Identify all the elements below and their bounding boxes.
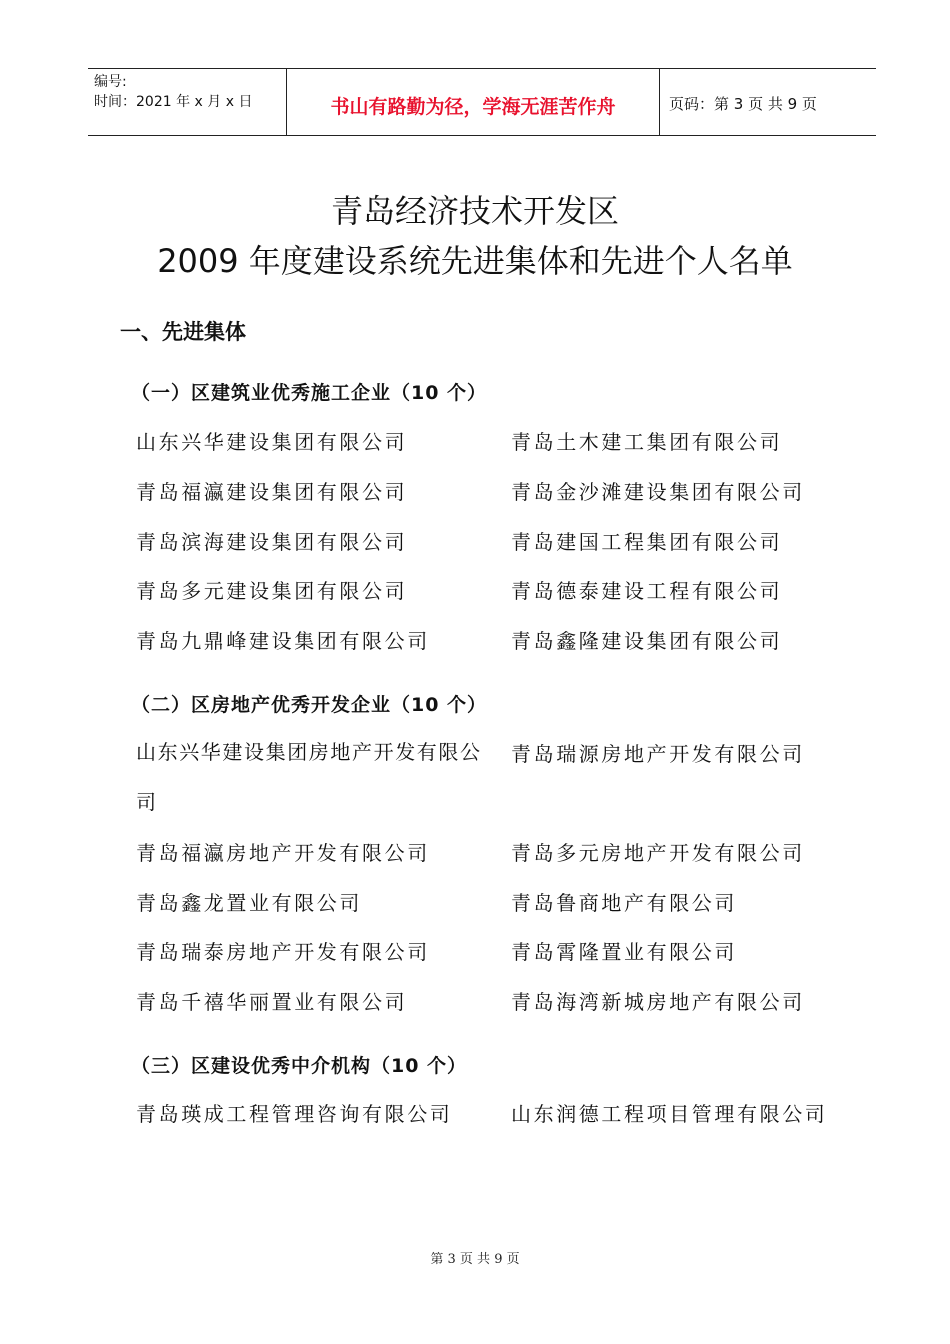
group-heading-real-estate: （二）区房地产优秀开发企业（10 个） (131, 694, 488, 716)
list-item: 青岛霄隆置业有限公司 (511, 940, 737, 964)
list-item: 青岛鲁商地产有限公司 (511, 891, 737, 915)
list-item: 青岛九鼎峰建设集团有限公司 (136, 629, 430, 653)
list-item: 山东兴华建设集团房地产开发有限公司 (136, 740, 482, 814)
header-page-label: 页码：第 3 页 共 9 页 (669, 95, 817, 113)
list-item: 青岛鑫隆建设集团有限公司 (511, 629, 783, 653)
document-header (88, 68, 876, 136)
page-footer: 第 3 页 共 9 页 (430, 1252, 520, 1267)
list-item: 青岛建国工程集团有限公司 (511, 530, 783, 554)
list-item: 山东兴华建设集团有限公司 (136, 430, 408, 454)
list-item: 青岛福瀛建设集团有限公司 (136, 480, 408, 504)
time-label: 时间：2021 年 x 月 x 日 (94, 94, 253, 110)
list-item: 青岛鑫龙置业有限公司 (136, 891, 362, 915)
group-heading-construction: （一）区建筑业优秀施工企业（10 个） (131, 382, 488, 404)
list-item: 青岛千禧华丽置业有限公司 (136, 990, 408, 1014)
section-heading-advanced-collectives: 一、先进集体 (120, 320, 246, 344)
list-item: 青岛多元房地产开发有限公司 (511, 841, 805, 865)
group-heading-intermediary: （三）区建设优秀中介机构（10 个） (131, 1055, 468, 1077)
header-motto: 书山有路勤为径，学海无涯苦作舟 (286, 69, 660, 135)
list-item: 青岛滨海建设集团有限公司 (136, 530, 408, 554)
document-title-line2: 2009 年度建设系统先进集体和先进个人名单 (157, 242, 793, 280)
list-item: 青岛瑞泰房地产开发有限公司 (136, 940, 430, 964)
list-item: 青岛德泰建设工程有限公司 (511, 579, 783, 603)
list-item: 山东润德工程项目管理有限公司 (511, 1102, 828, 1126)
list-item: 青岛瑛成工程管理咨询有限公司 (136, 1102, 453, 1126)
list-item: 青岛海湾新城房地产有限公司 (511, 990, 805, 1014)
list-item: 青岛瑞源房地产开发有限公司 (511, 742, 805, 766)
list-item: 青岛福瀛房地产开发有限公司 (136, 841, 430, 865)
list-item: 青岛多元建设集团有限公司 (136, 579, 408, 603)
list-item: 青岛土木建工集团有限公司 (511, 430, 783, 454)
number-label: 编号: (94, 74, 127, 90)
header-meta (88, 69, 286, 135)
list-item: 青岛金沙滩建设集团有限公司 (511, 480, 805, 504)
document-title-line1: 青岛经济技术开发区 (330, 192, 619, 230)
